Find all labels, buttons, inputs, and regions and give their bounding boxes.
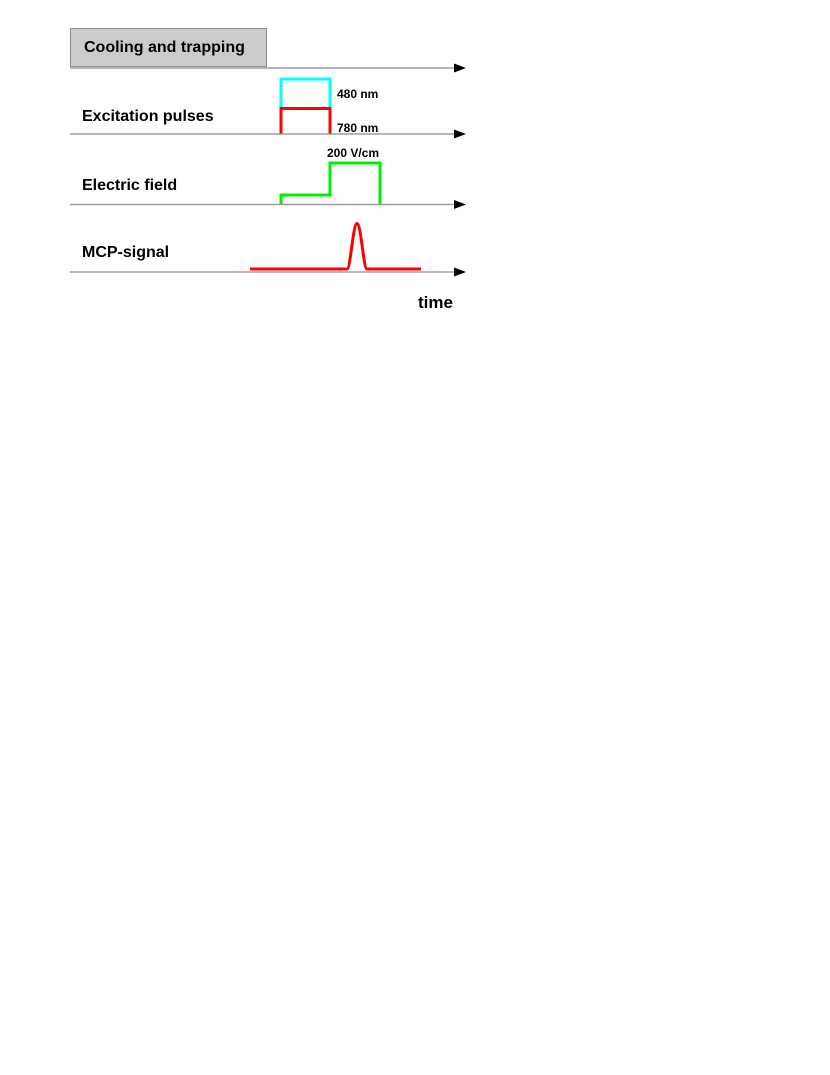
wavelength-780nm-label: 780 nm — [337, 121, 379, 135]
axis-arrow-icon — [454, 200, 466, 209]
mcp-signal-label: MCP-signal — [82, 244, 170, 261]
axis-arrow-icon — [454, 130, 466, 139]
axis-arrow-icon — [454, 268, 466, 277]
cooling-trapping-box — [70, 28, 267, 67]
electric-field-label: Electric field — [82, 177, 178, 194]
axis-arrow-icon — [454, 64, 466, 73]
electric-field-waveform — [281, 163, 380, 204]
time-axis-label: time — [418, 293, 453, 312]
field-strength-label: 200 V/cm — [327, 146, 380, 160]
cooling-trapping-label: Cooling and trapping — [84, 38, 245, 56]
mcp-signal-waveform — [250, 224, 421, 270]
pulse-780-waveform — [281, 109, 330, 134]
pulse-480-waveform — [281, 79, 330, 107]
wavelength-480nm-label: 480 nm — [337, 87, 379, 101]
excitation-pulses-label: Excitation pulses — [82, 108, 214, 125]
